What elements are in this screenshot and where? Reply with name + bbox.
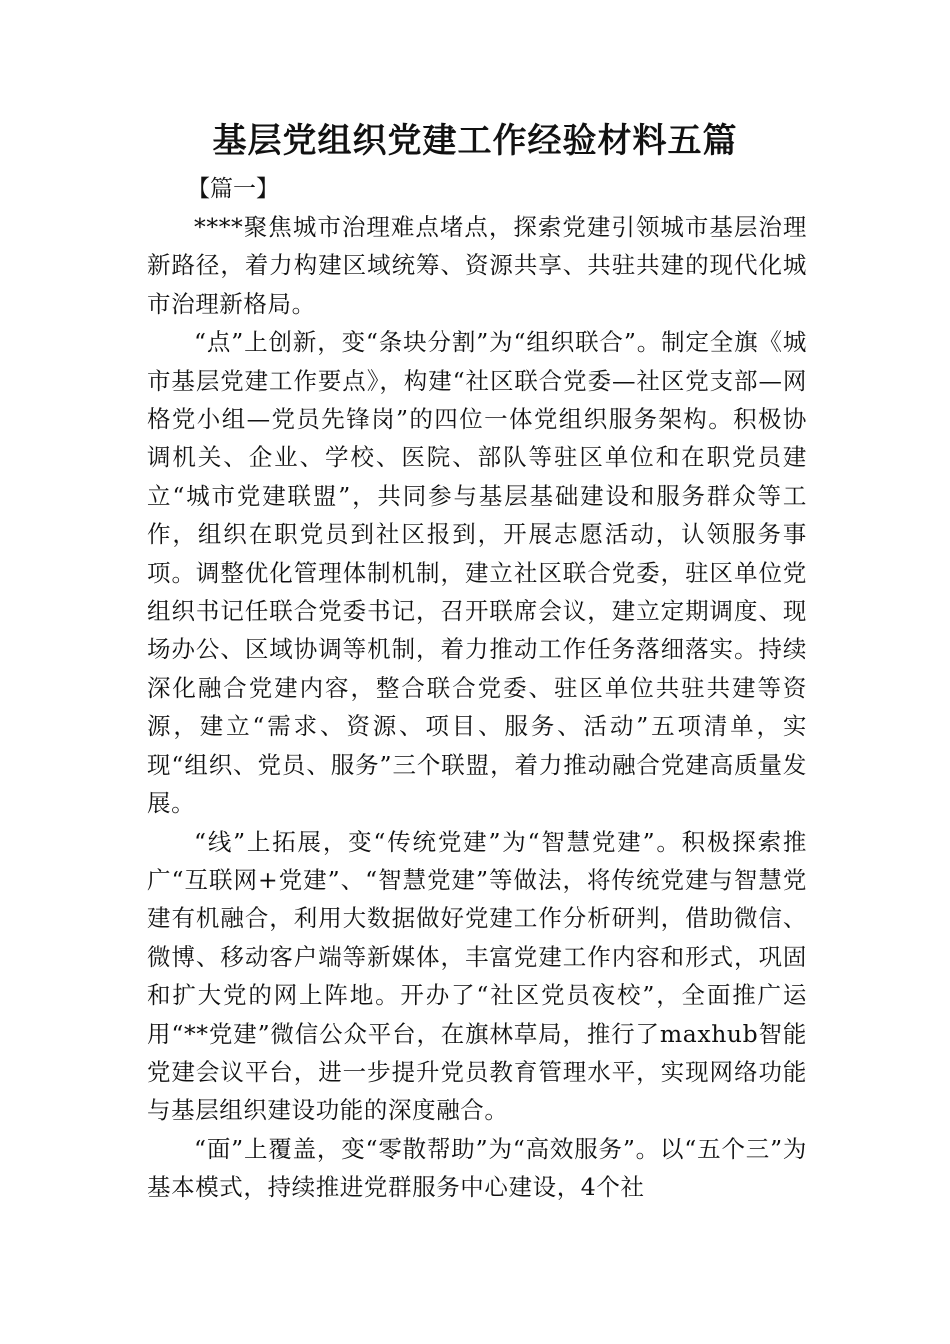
paragraph-point: “点”上创新，变“条块分割”为“组织联合”。制定全旗《城市基层党建工作要点》，构建“社区联合党委—社区党支部—网格党小组—党员先锋岗”的四位一体党组织服务架构。积极协调机关、企业、学校、医院、部队等驻区单位和在职党员建立“城市党建联盟”，共同参与基层基础建设和服务群众等工作，组织在职党员到社区报到，开展志愿活动，认领服务事项。调整优化管理体制机制，建立社区联合党委，驻区单位党组织书记任联合党委书记，召开联席会议，建立定期调度、现场办公、区域协调等机制，着力推动工作任务落细落实。持续深化融合党建内容，整合联合党委、驻区单位共驻共建等资源，建立“需求、资源、项目、服务、活动”五项清单，实现“组织、党员、服务”三个联盟，着力推动融合党建高质量发展。 [147,328,807,818]
document-body [147,208,807,1207]
paragraph-intro: ****聚焦城市治理难点堵点，探索党建引领城市基层治理新路径，着力构建区域统筹、资源共享、共驻共建的现代化城市治理新格局。 [147,213,807,318]
document-title: 基层党组织党建工作经验材料五篇 [212,121,738,161]
section-label: 【篇一】 [187,176,279,202]
paragraph-line: “线”上拓展，变“传统党建”为“智慧党建”。积极探索推广“互联网+党建”、“智慧党建”等做法，将传统党建与智慧党建有机融合，利用大数据做好党建工作分析研判，借助微信、微博、移动客户端等新媒体，丰富党建工作内容和形式，巩固和扩大党的网上阵地。开办了“社区党员夜校”，全面推广运用“**党建”微信公众平台，在旗林草局，推行了maxhub智能党建会议平台，进一步提升党员教育管理水平，实现网络功能与基层组织建设功能的深度融合。 [147,827,807,1125]
paragraph-surface: “面”上覆盖，变“零散帮助”为“高效服务”。以“五个三”为基本模式，持续推进党群服务中心建设，4个社 [147,1134,807,1202]
